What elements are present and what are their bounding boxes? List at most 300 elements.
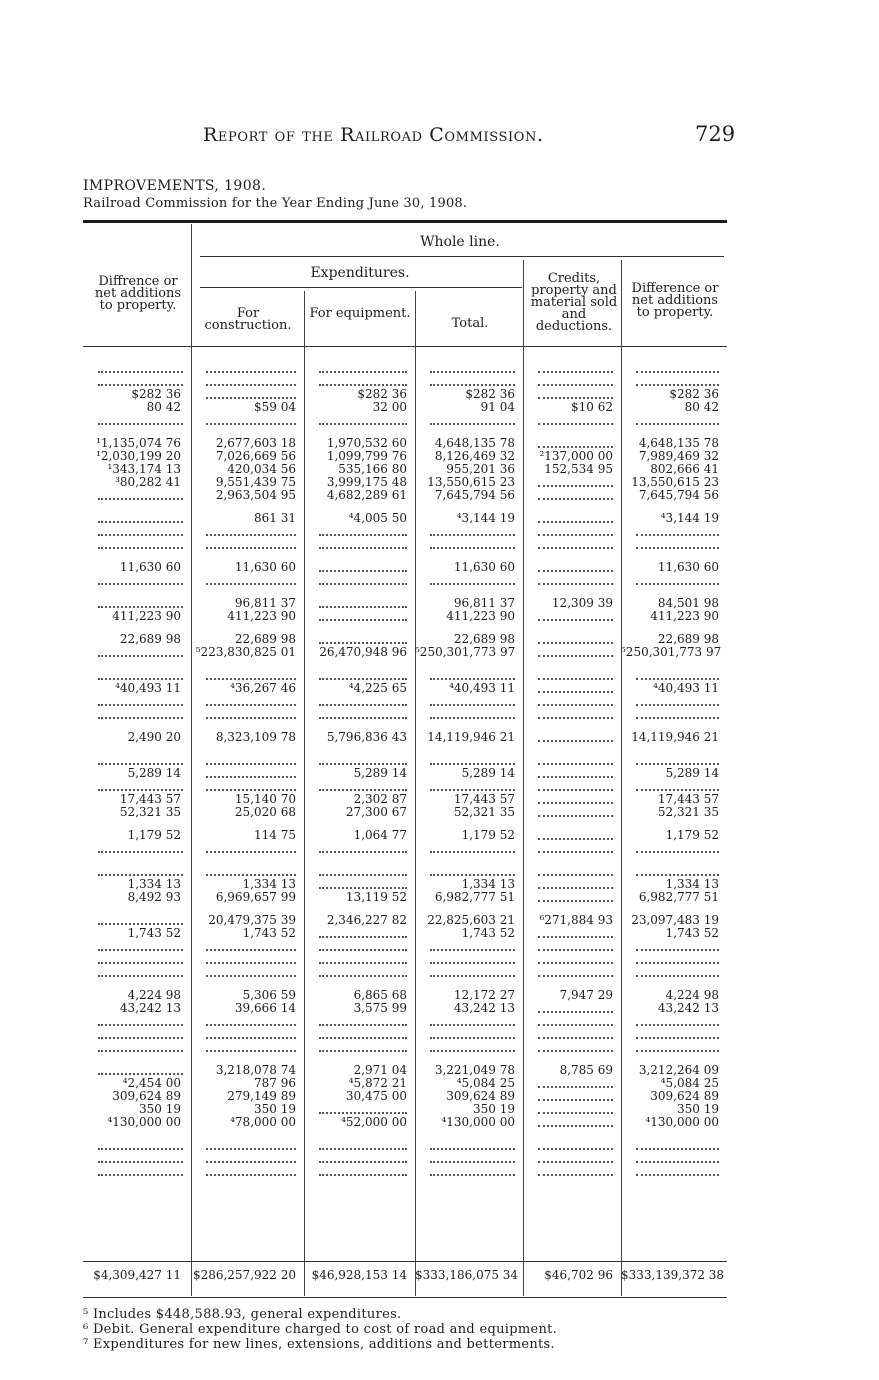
table-cell: 13,550,615 23 [631, 476, 719, 489]
table-cell: 6,865 68 [353, 989, 407, 1002]
leader-dots [523, 1139, 621, 1152]
table-row [83, 927, 727, 940]
leader-dots [415, 695, 523, 708]
leader-dots [191, 669, 304, 682]
row-group [83, 721, 727, 744]
table-cell: ¹2,030,199 20 [96, 450, 181, 463]
table-row [83, 1077, 727, 1090]
table-cell: ³80,282 41 [115, 476, 181, 489]
table-cell: ⁵250,301,773 97 [415, 646, 516, 659]
table-cell: $282 36 [669, 388, 719, 401]
table-cell: 27,300 67 [345, 806, 407, 819]
table-cell: 5,289 14 [127, 767, 181, 780]
table-cell: ⁴5,084 25 [456, 1077, 515, 1090]
table-cell: ⁴52,000 00 [341, 1116, 407, 1129]
table-cell: $282 36 [465, 388, 515, 401]
leader-dots [523, 940, 621, 953]
leader-dots [83, 362, 191, 375]
table-cell: ⁶271,884 93 [539, 914, 613, 927]
leader-dots [523, 476, 621, 489]
table-row [83, 865, 727, 878]
table-cell: $282 36 [131, 388, 181, 401]
leader-dots [621, 574, 727, 587]
table-cell: 8,126,469 32 [434, 450, 515, 463]
table-cell: 1,064 77 [353, 829, 407, 842]
table-cell: $282 36 [357, 388, 407, 401]
table-cell: 20,479,375 39 [208, 914, 296, 927]
table-cell: 13,550,615 23 [427, 476, 515, 489]
leader-dots [523, 953, 621, 966]
leader-dots [83, 1139, 191, 1152]
leader-dots [415, 1139, 523, 1152]
leader-dots [83, 966, 191, 979]
head-for-construction: For construction. [204, 306, 292, 333]
leader-dots [523, 1015, 621, 1028]
leader-dots [523, 437, 621, 450]
leader-dots [621, 362, 727, 375]
leader-dots [523, 891, 621, 904]
head-left-difference: Diffrence or net additions to property. [94, 274, 182, 313]
row-group [83, 659, 727, 721]
leader-dots [304, 940, 415, 953]
table-title: IMPROVEMENTS, 1908. [83, 178, 267, 194]
table-cell: 114 75 [254, 829, 296, 842]
table-cell: 7,947 29 [559, 989, 613, 1002]
table-cell: 4,648,135 78 [638, 437, 719, 450]
table-row [83, 989, 727, 1002]
table-cell: 411,223 90 [112, 610, 181, 623]
leader-dots [523, 695, 621, 708]
table-cell: 7,989,469 32 [638, 450, 719, 463]
table-cell: 9,551,439 75 [215, 476, 296, 489]
leader-dots [523, 525, 621, 538]
leader-dots [621, 842, 727, 855]
row-group [83, 427, 727, 502]
leader-dots [415, 1152, 523, 1165]
leader-dots [83, 375, 191, 388]
leader-dots [621, 780, 727, 793]
table-row [83, 708, 727, 721]
leader-dots [621, 966, 727, 979]
table-cell: ⁴40,493 11 [653, 682, 719, 695]
table-cell: 7,026,669 56 [215, 450, 296, 463]
leader-dots [415, 1041, 523, 1054]
leader-dots [621, 1152, 727, 1165]
table-row [83, 754, 727, 767]
leader-dots [621, 525, 727, 538]
table-row [83, 401, 727, 414]
row-group [83, 819, 727, 855]
table-row [83, 450, 727, 463]
table-cell: 2,963,504 95 [215, 489, 296, 502]
table-cell: 80 42 [684, 401, 719, 414]
head-credits: Credits, property and material sold and deductions. [530, 271, 618, 334]
table-cell: 17,443 57 [657, 793, 719, 806]
table-cell: 1,743 52 [665, 927, 719, 940]
total-cell: $46,702 96 [544, 1268, 613, 1282]
table-cell: 1,743 52 [242, 927, 296, 940]
leader-dots [621, 1015, 727, 1028]
leader-dots [415, 1015, 523, 1028]
table-cell: 84,501 98 [657, 597, 719, 610]
row-group [83, 744, 727, 819]
table-cell: ⁴130,000 00 [441, 1116, 515, 1129]
table-cell: ⁴130,000 00 [107, 1116, 181, 1129]
leader-dots [191, 953, 304, 966]
leader-dots [304, 1015, 415, 1028]
table-cell: ⁴4,005 50 [348, 512, 407, 525]
leader-dots [191, 754, 304, 767]
leader-dots [523, 731, 621, 744]
table-row [83, 525, 727, 538]
table-cell: ⁵250,301,773 97 [621, 646, 722, 659]
leader-dots [191, 1165, 304, 1178]
total-cell: $333,139,372 38 [621, 1268, 725, 1282]
running-title: Report of the Railroad Commission. [203, 124, 544, 146]
footnote-6: ⁶ Debit. General expenditure charged to cost of road and equipment. [83, 1322, 558, 1337]
table-subtitle: Railroad Commission for the Year Ending June 30, 1908. [83, 196, 468, 211]
leader-dots [523, 829, 621, 842]
row-group [83, 551, 727, 587]
table-cell: 2,677,603 18 [215, 437, 296, 450]
table-cell: 1,334 13 [665, 878, 719, 891]
table-cell: 12,309 39 [551, 597, 613, 610]
leader-dots [304, 597, 415, 610]
table-cell: 1,179 52 [461, 829, 515, 842]
leader-dots [191, 388, 304, 401]
leader-dots [523, 1165, 621, 1178]
table-cell: 535,166 80 [338, 463, 407, 476]
leader-dots [83, 914, 191, 927]
leader-dots [415, 708, 523, 721]
table-cell: 8,492 93 [127, 891, 181, 904]
table-row [83, 1103, 727, 1116]
leader-dots [621, 1165, 727, 1178]
table-row [83, 1139, 727, 1152]
head-right-difference: Difference or net additions to property. [631, 281, 719, 320]
leader-dots [523, 682, 621, 695]
leader-dots [621, 538, 727, 551]
leader-dots [523, 512, 621, 525]
table-cell: 14,119,946 21 [631, 731, 719, 744]
leader-dots [523, 646, 621, 659]
table-cell: 1,179 52 [665, 829, 719, 842]
leader-dots [523, 754, 621, 767]
table-cell: 309,624 89 [112, 1090, 181, 1103]
table-cell: 3,218,078 74 [215, 1064, 296, 1077]
leader-dots [415, 780, 523, 793]
leader-dots [191, 767, 304, 780]
leader-dots [523, 1103, 621, 1116]
table-cell: 23,097,483 19 [631, 914, 719, 927]
leader-dots [191, 1015, 304, 1028]
table-cell: 3,999,175 48 [326, 476, 407, 489]
table-row [83, 646, 727, 659]
leader-dots [415, 754, 523, 767]
leader-dots [415, 940, 523, 953]
leader-dots [523, 561, 621, 574]
table-row [83, 1028, 727, 1041]
table-cell: 411,223 90 [227, 610, 296, 623]
leader-dots [83, 414, 191, 427]
table-cell: 411,223 90 [446, 610, 515, 623]
leader-dots [83, 940, 191, 953]
row-group [83, 502, 727, 551]
table-row [83, 731, 727, 744]
footnote-7: ⁷ Expenditures for new lines, extensions, additions and betterments. [83, 1337, 555, 1352]
table-cell: 11,630 60 [657, 561, 719, 574]
leader-dots [415, 1028, 523, 1041]
leader-dots [523, 806, 621, 819]
table-row [83, 414, 727, 427]
leader-dots [523, 1041, 621, 1054]
page-number: 729 [695, 122, 736, 146]
table-cell: ⁴5,872 21 [348, 1077, 407, 1090]
leader-dots [304, 754, 415, 767]
table-row [83, 538, 727, 551]
total-cell: $333,186,075 34 [415, 1268, 519, 1282]
leader-dots [523, 362, 621, 375]
leader-dots [304, 1103, 415, 1116]
table-cell: ⁴130,000 00 [645, 1116, 719, 1129]
table-cell: 12,172 27 [453, 989, 515, 1002]
leader-dots [83, 953, 191, 966]
leader-dots [304, 1165, 415, 1178]
table-cell: 4,224 98 [665, 989, 719, 1002]
leader-dots [523, 538, 621, 551]
table-cell: 8,323,109 78 [215, 731, 296, 744]
table-cell: 13,119 52 [345, 891, 407, 904]
whole-line-rule [200, 256, 724, 257]
leader-dots [83, 842, 191, 855]
leader-dots [523, 1028, 621, 1041]
row-group [83, 587, 727, 623]
leader-dots [523, 1152, 621, 1165]
leader-dots [83, 1015, 191, 1028]
table-cell: 309,624 89 [446, 1090, 515, 1103]
table-row [83, 1116, 727, 1129]
leader-dots [621, 414, 727, 427]
head-total: Total. [451, 316, 489, 331]
table-row [83, 829, 727, 842]
table-row [83, 940, 727, 953]
table-row [83, 362, 727, 375]
table-cell: 2,346,227 82 [326, 914, 407, 927]
table-cell: 2,971 04 [353, 1064, 407, 1077]
table-row [83, 1002, 727, 1015]
leader-dots [304, 780, 415, 793]
leader-dots [304, 878, 415, 891]
leader-dots [621, 669, 727, 682]
table-cell: ⁴3,144 19 [456, 512, 515, 525]
row-group [83, 1054, 727, 1129]
leader-dots [415, 669, 523, 682]
leader-dots [621, 695, 727, 708]
leader-dots [191, 865, 304, 878]
total-rule [83, 1261, 727, 1262]
table-cell: ⁴78,000 00 [230, 1116, 296, 1129]
footnote-5: ⁵ Includes $448,588.93, general expenditures. [83, 1307, 402, 1322]
table-cell: 787 96 [254, 1077, 296, 1090]
table-row [83, 610, 727, 623]
page-header [0, 118, 879, 158]
leader-dots [304, 538, 415, 551]
table-row [83, 891, 727, 904]
table-cell: ¹343,174 13 [107, 463, 181, 476]
leader-dots [415, 525, 523, 538]
table-row [83, 574, 727, 587]
table-row [83, 1064, 727, 1077]
table-cell: 1,743 52 [461, 927, 515, 940]
leader-dots [415, 966, 523, 979]
leader-dots [191, 1152, 304, 1165]
leader-dots [191, 375, 304, 388]
leader-dots [83, 695, 191, 708]
leader-dots [523, 610, 621, 623]
leader-dots [415, 414, 523, 427]
table-cell: 802,666 41 [650, 463, 719, 476]
table-cell: 52,321 35 [119, 806, 181, 819]
table-cell: 25,020 68 [234, 806, 296, 819]
leader-dots [191, 1028, 304, 1041]
leader-dots [621, 1028, 727, 1041]
leader-dots [523, 1090, 621, 1103]
leader-dots [523, 767, 621, 780]
table-row [83, 1090, 727, 1103]
table-cell: 8,785 69 [559, 1064, 613, 1077]
table-cell: 6,982,777 51 [434, 891, 515, 904]
leader-dots [304, 375, 415, 388]
leader-dots [523, 633, 621, 646]
table-cell: 6,969,657 99 [215, 891, 296, 904]
leader-dots [621, 1139, 727, 1152]
table-cell: 279,149 89 [227, 1090, 296, 1103]
table-cell: 4,224 98 [127, 989, 181, 1002]
leader-dots [304, 1041, 415, 1054]
statistics-table [83, 362, 727, 1178]
leader-dots [83, 538, 191, 551]
table-cell: 5,796,836 43 [326, 731, 407, 744]
table-cell: 30,475 00 [345, 1090, 407, 1103]
leader-dots [523, 842, 621, 855]
table-row [83, 695, 727, 708]
table-cell: 7,645,794 56 [434, 489, 515, 502]
table-cell: 861 31 [254, 512, 296, 525]
row-group [83, 1129, 727, 1178]
leader-dots [83, 1152, 191, 1165]
table-cell: 152,534 95 [544, 463, 613, 476]
row-group [83, 979, 727, 1054]
leader-dots [523, 878, 621, 891]
table-cell: 2,302 87 [353, 793, 407, 806]
leader-dots [191, 780, 304, 793]
table-cell: 309,624 89 [650, 1090, 719, 1103]
table-cell: 7,645,794 56 [638, 489, 719, 502]
leader-dots [304, 842, 415, 855]
table-row [83, 953, 727, 966]
table-cell: ⁴40,493 11 [115, 682, 181, 695]
leader-dots [304, 865, 415, 878]
table-cell: 3,221,049 78 [434, 1064, 515, 1077]
leader-dots [621, 1041, 727, 1054]
table-cell: 1,334 13 [461, 878, 515, 891]
table-row [83, 561, 727, 574]
leader-dots [304, 953, 415, 966]
leader-dots [191, 708, 304, 721]
expenditures-rule [200, 287, 522, 288]
row-group [83, 362, 727, 427]
table-cell: ⁴3,144 19 [660, 512, 719, 525]
header-bottom-rule [83, 346, 727, 347]
table-cell: 5,289 14 [353, 767, 407, 780]
leader-dots [191, 940, 304, 953]
table-cell: 43,242 13 [453, 1002, 515, 1015]
table-cell: 52,321 35 [453, 806, 515, 819]
table-row [83, 793, 727, 806]
table-cell: 411,223 90 [650, 610, 719, 623]
leader-dots [523, 966, 621, 979]
table-cell: 22,825,603 21 [427, 914, 515, 927]
leader-dots [304, 669, 415, 682]
leader-dots [415, 1165, 523, 1178]
table-cell: 43,242 13 [119, 1002, 181, 1015]
table-cell: 350 19 [677, 1103, 719, 1116]
table-cell: 26,470,948 96 [319, 646, 407, 659]
row-group [83, 623, 727, 659]
row-group [83, 855, 727, 904]
table-cell: 91 04 [480, 401, 515, 414]
leader-dots [83, 512, 191, 525]
table-cell: ⁴40,493 11 [449, 682, 515, 695]
leader-dots [523, 669, 621, 682]
table-cell: 3,575 99 [353, 1002, 407, 1015]
leader-dots [304, 414, 415, 427]
row-group [83, 904, 727, 979]
table-row [83, 682, 727, 695]
leader-dots [83, 1064, 191, 1077]
totals-row [83, 1268, 727, 1282]
leader-dots [621, 940, 727, 953]
leader-dots [191, 538, 304, 551]
leader-dots [83, 708, 191, 721]
leader-dots [621, 754, 727, 767]
table-row [83, 878, 727, 891]
leader-dots [304, 574, 415, 587]
table-cell: 32 00 [372, 401, 407, 414]
table-cell: ⁴2,454 00 [122, 1077, 181, 1090]
leader-dots [191, 1041, 304, 1054]
head-whole-line: Whole line. [420, 234, 500, 250]
table-cell: 96,811 37 [234, 597, 296, 610]
table-row [83, 806, 727, 819]
table-cell: 420,034 56 [227, 463, 296, 476]
footnotes [83, 1307, 557, 1352]
table-row [83, 966, 727, 979]
leader-dots [83, 1165, 191, 1178]
table-cell: 1,743 52 [127, 927, 181, 940]
leader-dots [191, 966, 304, 979]
leader-dots [83, 1041, 191, 1054]
leader-dots [304, 708, 415, 721]
table-cell: 955,201 36 [446, 463, 515, 476]
leader-dots [415, 375, 523, 388]
leader-dots [523, 793, 621, 806]
leader-dots [304, 695, 415, 708]
table-row [83, 1165, 727, 1178]
table-row [83, 1152, 727, 1165]
table-cell: 80 42 [146, 401, 181, 414]
leader-dots [523, 780, 621, 793]
